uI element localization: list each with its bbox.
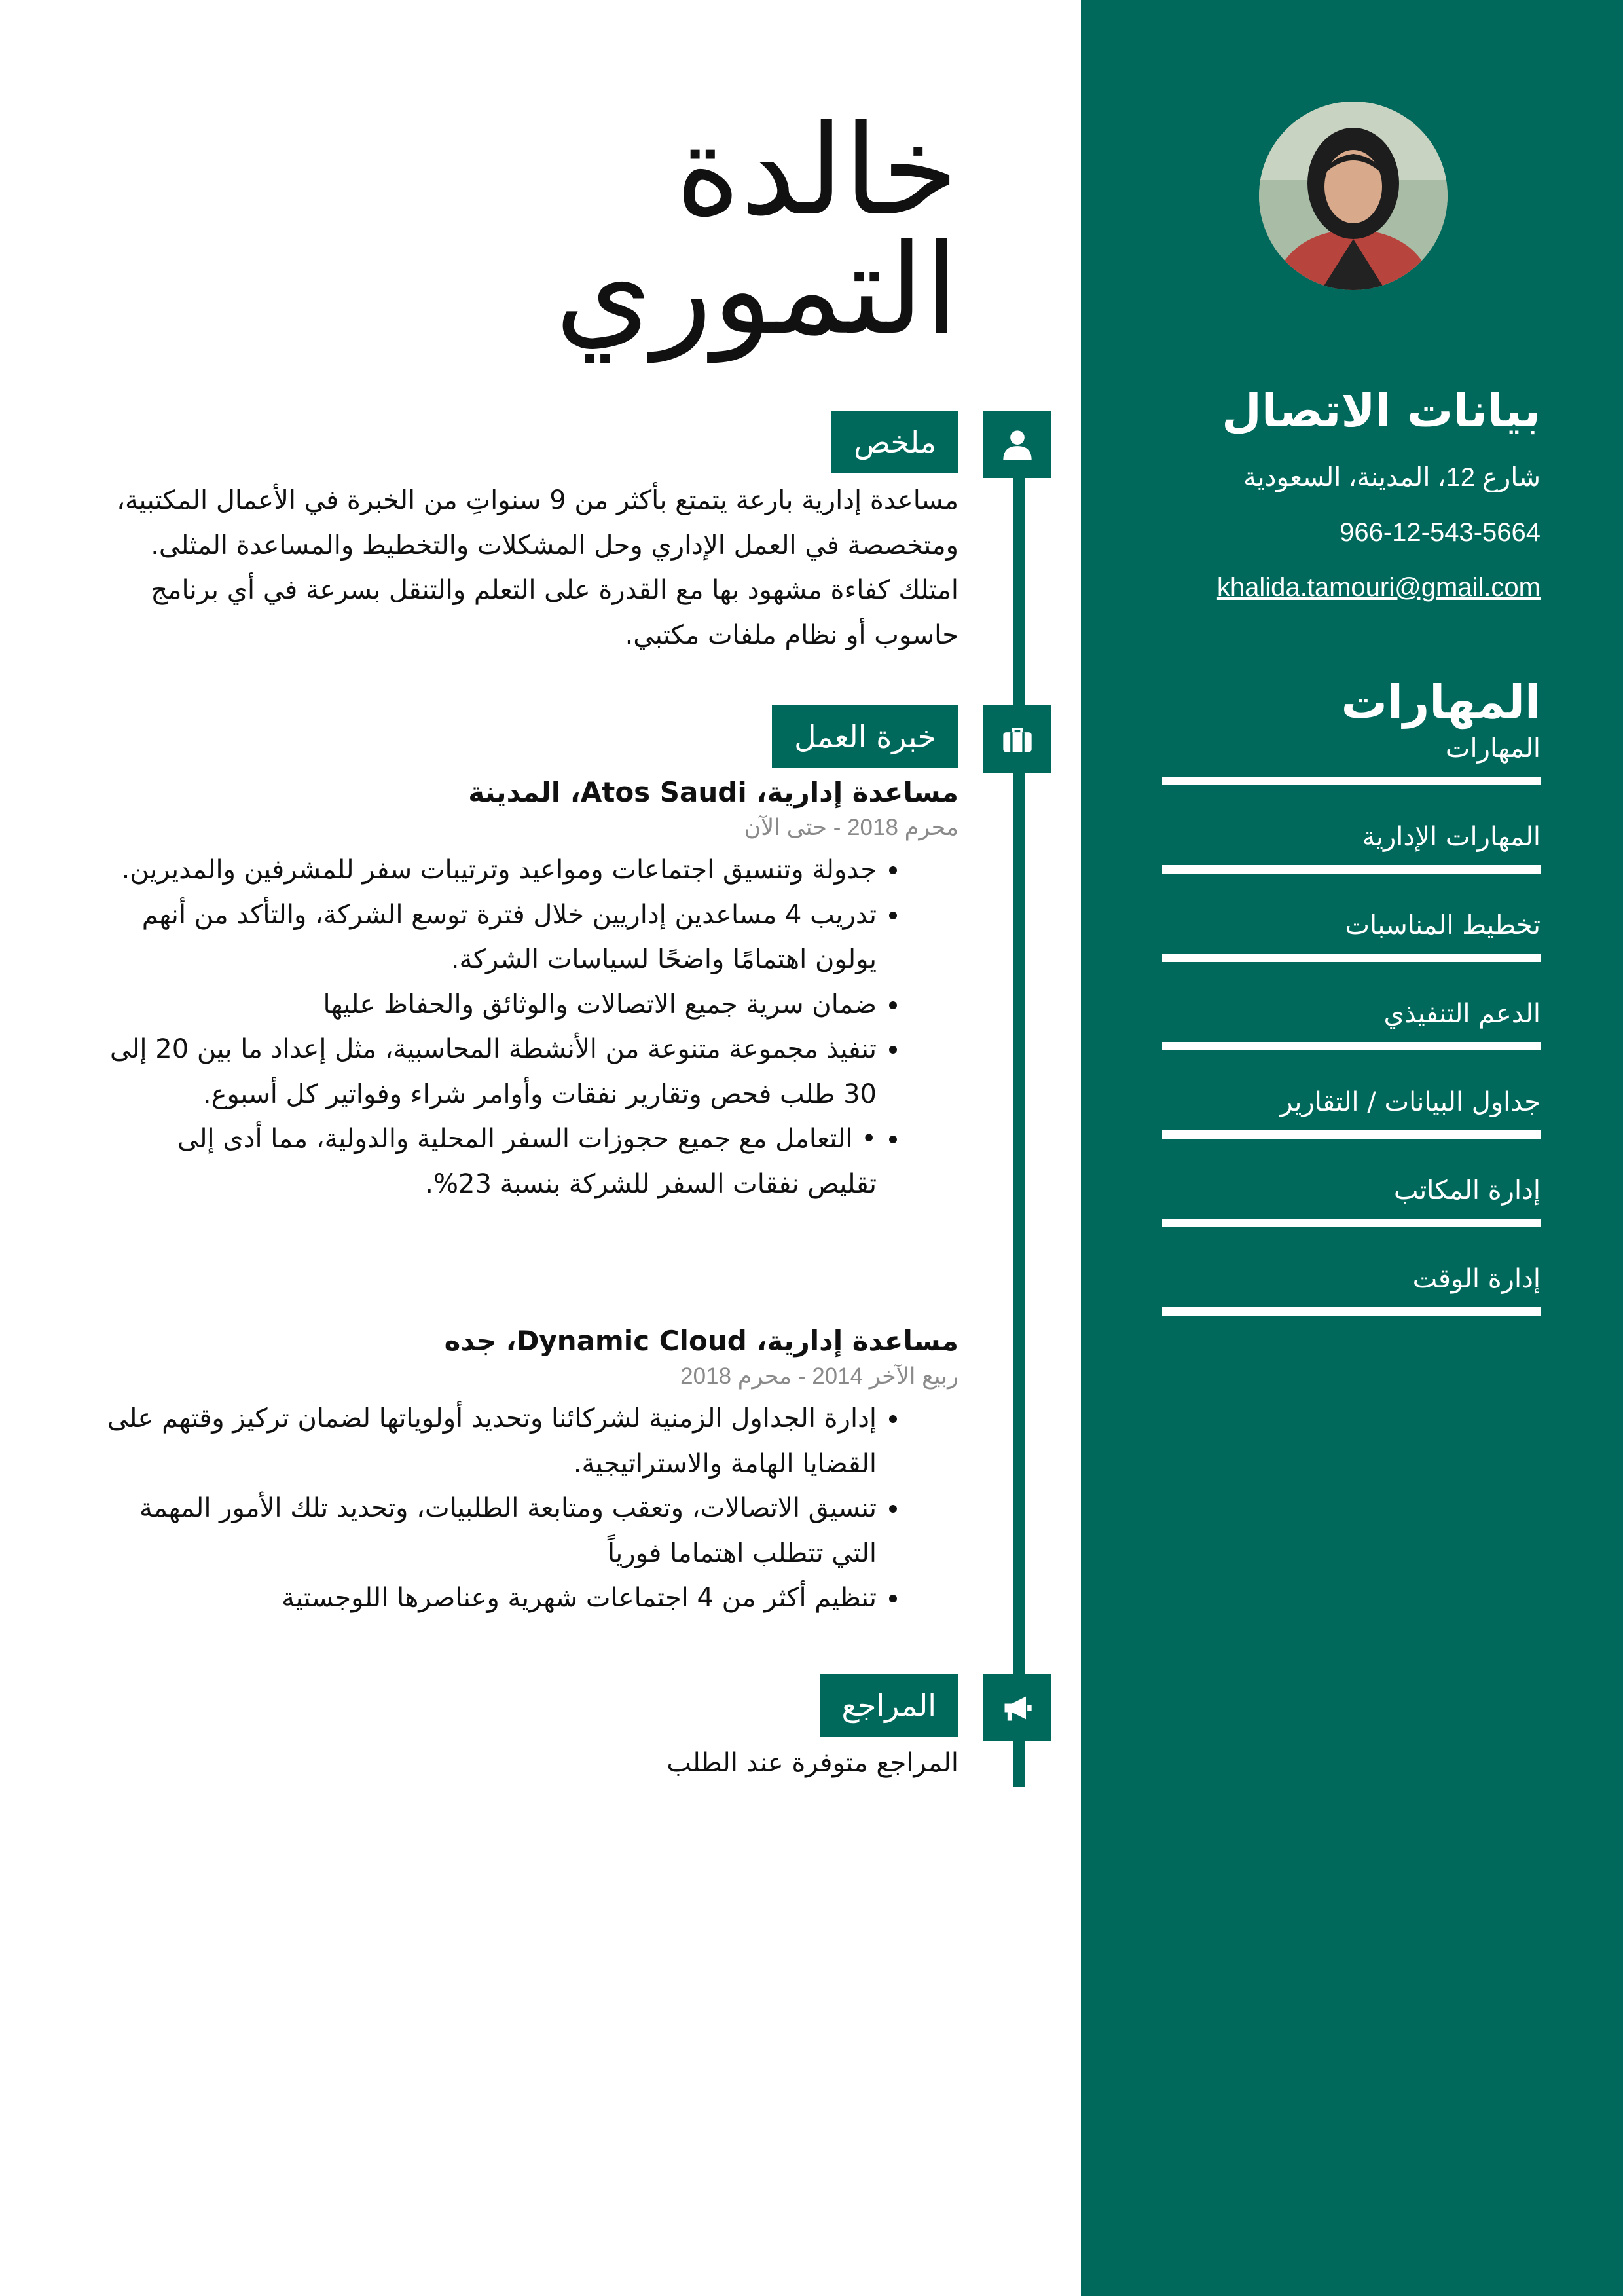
profile-photo-image	[1259, 102, 1448, 290]
skills-list	[1162, 730, 1541, 1316]
timeline-line	[1013, 411, 1025, 1787]
summary-text: مساعدة إدارية بارعة يتمتع بأكثر من 9 سنواتِ من الخبرة في الأعمال المكتبية، ومتخصصة في العمل الإداري وحل المشكلات والتخطيط والمساعدة المثلى. امتلك كفاءة مشهود بها مع القدرة على التعلم والتنقل بسرعة في أي برنامج حاسوب أو نظام ملفات مكتبي.	[117, 485, 958, 650]
list-item	[1162, 1083, 1541, 1139]
job-1	[101, 773, 958, 1206]
job-title: مساعدة إدارية، Atos Saudi، المدينة	[468, 776, 958, 808]
user-icon	[1000, 428, 1034, 462]
contact-heading: بيانات الاتصال	[1222, 384, 1541, 437]
candidate-name	[369, 98, 958, 362]
skill-label: تخطيط المناسبات	[1345, 910, 1541, 940]
summary-icon-box	[983, 411, 1051, 478]
list-item	[1162, 906, 1541, 962]
skill-level-bar	[1162, 1307, 1541, 1316]
skills-heading: المهارات	[1341, 675, 1541, 729]
skill-label: جداول البيانات / التقارير	[1280, 1087, 1541, 1117]
skill-level-bar	[1162, 1130, 1541, 1139]
sidebar	[1081, 0, 1623, 2296]
contact-email-link[interactable]: khalida.tamouri@gmail.com	[1216, 573, 1541, 602]
skill-level-bar	[1162, 865, 1541, 874]
list-item: • جدولة وتنسيق اجتماعات ومواعيد وترتيبات سفر للمشرفين والمديرين.	[101, 847, 877, 893]
summary-heading: ملخص	[831, 411, 958, 473]
job-bullets	[101, 847, 958, 1206]
list-item	[1162, 818, 1541, 874]
skill-level-bar	[1162, 777, 1541, 785]
profile-photo	[1259, 102, 1448, 290]
list-item: • إدارة الجداول الزمنية لشركائنا وتحديد أولوياتها لضمان تركيز وقتهم على القضايا الهامة والاستراتيجية.	[101, 1396, 877, 1486]
experience-heading: خبرة العمل	[772, 705, 958, 768]
skill-label: إدارة المكاتب	[1393, 1176, 1541, 1206]
job-dates: محرم 2018 - حتى الآن	[744, 815, 958, 840]
contact-phone: 966-12-543-5664	[1340, 518, 1541, 547]
first-name: خالدة	[675, 98, 958, 243]
list-item: • تنفيذ مجموعة متنوعة من الأنشطة المحاسبية، مثل إعداد ما بين 20 إلى 30 طلب فحص وتقارير نفقات وأوامر شراء وفواتير كل أسبوع.	[101, 1027, 877, 1117]
list-item: • تنسيق الاتصالات، وتعقب ومتابعة الطلبيات، وتحديد تلك الأمور المهمة التي تتطلب اهتماما فورياً	[101, 1486, 877, 1576]
last-name: التموري	[555, 217, 958, 362]
contact-section	[1162, 383, 1541, 615]
list-item: • تدريب 4 مساعدين إداريين خلال فترة توسع الشركة، والتأكد من أنهم يولون اهتمامًا واضحًا لسياسات الشركة.	[101, 893, 877, 982]
list-item	[1162, 730, 1541, 785]
skill-label: المهارات الإدارية	[1362, 822, 1541, 852]
list-item: • • التعامل مع جميع حجوزات السفر المحلية والدولية، مما أدى إلى تقليص نفقات السفر للشركة بنسبة 23%.	[101, 1117, 877, 1206]
job-title: مساعدة إدارية، Dynamic Cloud، جده	[444, 1325, 958, 1357]
list-item	[1162, 1172, 1541, 1227]
skill-level-bar	[1162, 1042, 1541, 1050]
job-dates: ربيع الآخر 2014 - محرم 2018	[680, 1363, 958, 1389]
contact-address: شارع 12، المدينة، السعودية	[1243, 463, 1541, 492]
megaphone-icon	[1000, 1691, 1034, 1725]
list-item	[1162, 995, 1541, 1050]
briefcase-icon	[1000, 722, 1034, 756]
references-heading: المراجع	[820, 1674, 958, 1737]
skill-level-bar	[1162, 954, 1541, 962]
references-text: المراجع متوفرة عند الطلب	[666, 1748, 958, 1778]
skill-label: الدعم التنفيذي	[1383, 999, 1541, 1029]
experience-icon-box	[983, 705, 1051, 773]
skill-level-bar	[1162, 1219, 1541, 1227]
list-item	[1162, 1260, 1541, 1316]
job-bullets	[101, 1396, 958, 1621]
skill-label: إدارة الوقت	[1412, 1264, 1541, 1294]
list-item: • ضمان سرية جميع الاتصالات والوثائق والحفاظ عليها	[101, 982, 877, 1028]
skills-section	[1162, 675, 1541, 1348]
references-icon-box	[983, 1674, 1051, 1741]
skill-label: المهارات	[1445, 733, 1541, 764]
list-item: • تنظيم أكثر من 4 اجتماعات شهرية وعناصرها اللوجستية	[101, 1576, 877, 1621]
job-2	[101, 1322, 958, 1621]
